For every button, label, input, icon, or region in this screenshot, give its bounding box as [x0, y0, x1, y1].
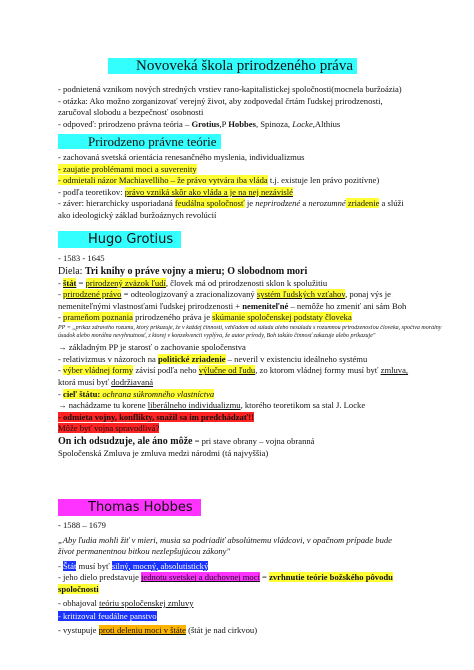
line — [58, 584, 450, 596]
grotius-block — [58, 253, 450, 460]
text: → nachádzame tu korene — [58, 400, 148, 411]
text: - — [58, 388, 64, 399]
highlight: spoločnosti — [58, 583, 99, 594]
line — [58, 625, 450, 637]
highlight: zvrhnutie teórie božského pôvodu — [269, 572, 393, 583]
text: a slúži — [379, 198, 404, 209]
highlight: feudálna spoločnosť — [174, 198, 245, 209]
text: = pri stave obrany – vojna obranná — [192, 435, 315, 446]
text: zmluva, — [380, 365, 409, 376]
text: = — [76, 277, 86, 288]
section-title-highlight: Thomas Hobbes — [58, 499, 201, 516]
highlight-magenta: jednotu svetskej a duchovnej moci — [141, 572, 260, 583]
text: - relativizmus v názoroch na — [58, 353, 158, 364]
quote-line: život permanentnou bitkou nezlepšujúcou zákony" — [58, 546, 231, 557]
name-grotius: Grotius — [191, 118, 220, 129]
line — [58, 289, 450, 301]
text: - obhajoval — [58, 597, 100, 608]
quote: PP = „príkaz zdravého rozumu, ktorý prikazuje, že v každej činnosti, vzhľadom od súladu alebo nesúladu s rozumnou prirodzenosťou človeka, spočíva morálny úsudok alebo morálna nevyhnutnosť, z ktorej v konzekvencii vyplýva, že autor prírody, Boh takúto činnosť zakazuje alebo prikazuje" — [58, 324, 442, 339]
text: , človek má od prirodzenosti sklon k spolužitiu — [165, 277, 328, 288]
section-title-hobbes — [58, 498, 201, 516]
text: – neveril v existenciu ideálneho systému — [225, 353, 368, 364]
highlight: prirodzené právo — [63, 289, 122, 300]
highlight: - zaujatie problémami moci a suverenity — [58, 163, 197, 174]
line — [58, 412, 450, 424]
highlight: - odmietali názor Machiavelliho – že právo vytvára iba vláda — [58, 175, 268, 186]
line — [58, 198, 450, 210]
intro-text: ,Althius — [312, 118, 341, 129]
line — [58, 400, 450, 412]
line — [58, 611, 450, 623]
text: závisí podľa neho — [133, 365, 199, 376]
text: = odteologizovaný a zracionalizovaný — [121, 289, 257, 300]
text: neprirodzené — [255, 198, 301, 209]
highlight: výlučne od ľudu — [198, 365, 256, 376]
line — [58, 265, 450, 278]
highlight: systém ľudských vzťahov — [256, 289, 346, 300]
highlight: politické zriadenie — [157, 353, 226, 364]
intro-line: - otázka: Ako možno zorganizovať verejný život, aby zodpovedal črtám ľudskej prirodzenosti, — [58, 95, 383, 106]
text: , ponaj výs je — [345, 289, 391, 300]
text: ktorá musí byť — [58, 376, 112, 387]
name-locke: Locke — [292, 118, 313, 129]
quote-line: „Aby ľudia mohli žiť v mieri, musia sa podriadiť absolútnemu vládcovi, v opačnom prípade bude — [58, 534, 392, 545]
section-title-highlight: Hugo Grotius — [58, 231, 181, 248]
line — [58, 423, 450, 435]
text: = — [259, 572, 270, 583]
text: dodržiavaná — [111, 376, 154, 387]
intro-text: - odpoveď: prirodzeno právna teória – — [58, 118, 190, 129]
theories-block — [58, 152, 450, 222]
text: - vystupuje — [58, 624, 99, 635]
text: liberálneho individualizmu — [147, 400, 241, 411]
line — [58, 389, 450, 401]
highlight: prameňom poznania — [63, 312, 133, 323]
line — [58, 572, 450, 584]
text: je — [244, 198, 256, 209]
section-title-grotius — [58, 230, 181, 248]
highlight-blue: - kritizoval feudálne panstvo — [58, 611, 157, 622]
intro-line: zaručoval slobodu a bezpečnosť osobnosti — [58, 107, 204, 118]
highlight: výber vládnej formy — [63, 365, 134, 376]
section-title-highlight: Prirodzeno právne teórie — [58, 134, 221, 149]
highlight: zriadenie — [345, 198, 380, 209]
line: → základným PP je starosť o zachovanie spoločenstva — [58, 342, 246, 353]
line — [58, 354, 450, 366]
highlight: skúmanie spoločenskej podstaty človeka — [212, 312, 352, 323]
works-title: Tri knihy o práve vojny a mieru; O slobodnom mori — [84, 265, 308, 277]
text: , ktorého teoretikom sa stal J. Locke — [240, 400, 366, 411]
line — [58, 598, 450, 610]
name-hobbes: Hobbes — [228, 118, 256, 129]
highlight-red: - odmieta vojny, konflikty, snažil sa im predchádzať!! — [58, 411, 255, 422]
line — [58, 312, 450, 324]
text: - jeho dielo predstavuje — [58, 572, 142, 583]
text: - — [58, 312, 64, 323]
highlight: ochrana súkromného vlastníctva — [100, 388, 215, 399]
line — [58, 377, 450, 389]
line — [58, 365, 450, 377]
section-title-theories — [58, 133, 221, 150]
line — [58, 278, 450, 290]
intro-line: - podnietená vznikom nových stredných vrstiev rano-kapitalistickej spoločnosti(mocnela buržoázia) — [58, 84, 402, 94]
line — [58, 164, 450, 176]
line: Spoločenská Zmluva je zmluva medzi národmi (tá najvyššia) — [58, 447, 269, 458]
text: - podľa teoretikov: — [58, 186, 125, 197]
intro-line — [58, 119, 450, 131]
text: - záver: hierarchicky usporiadaná — [58, 198, 175, 209]
line — [58, 561, 450, 573]
line: - 1583 - 1645 — [58, 253, 105, 263]
page-title-highlight: Novoveká škola prirodzeného práva — [108, 58, 357, 74]
text: - — [58, 277, 64, 288]
line: - 1588 – 1679 — [58, 520, 106, 530]
text: (štát je nad cirkvou) — [185, 624, 258, 635]
hobbes-block — [58, 520, 450, 636]
highlight-blue: Štát — [63, 560, 77, 571]
text: nemeniteľné — [242, 300, 289, 311]
highlight-blue: silný, mocný, absolutistický — [111, 560, 209, 571]
intro-block — [58, 84, 450, 130]
line — [58, 435, 450, 448]
page-title — [108, 58, 357, 75]
line: ako ideologický základ buržoáznych revolúcií — [58, 209, 217, 220]
highlight: štát — [63, 277, 77, 288]
highlight: prirodzený zväzok ľudí — [85, 277, 166, 288]
text: – nemôže ho zmeniť ani sám Boh — [288, 300, 407, 311]
text: - — [58, 560, 64, 571]
text: prirodzeného práva je — [132, 312, 213, 323]
text: teóriu spoločenskej zmluvy — [99, 597, 194, 608]
text: nerozumné — [308, 198, 346, 209]
line: - zachovaná svetská orientácia renesančného myslenia, individualizmus — [58, 152, 305, 162]
text: On ich odsudzuje, ale áno môže — [58, 435, 193, 447]
text: - — [58, 365, 64, 376]
text: nemeniteľnými vlastnosťami ľudskej prirodzenosti + — [58, 300, 243, 311]
line — [58, 301, 450, 313]
line — [58, 175, 450, 187]
text: musí byť — [76, 560, 112, 571]
intro-text: , Spinoza, — [255, 118, 293, 129]
line — [58, 187, 450, 199]
text: t.j. existuje len právo pozitívne) — [267, 175, 380, 186]
text: Diela: — [58, 265, 85, 277]
highlight-red: Môže byť vojna spravodlivá? — [58, 423, 160, 434]
intro-text: ,P — [219, 118, 229, 129]
highlight: cieľ štátu: — [63, 388, 101, 399]
text: a — [300, 198, 309, 209]
highlight: právo vzniká skôr ako vláda a je na nej nezávislé — [124, 186, 293, 197]
text: - — [58, 289, 64, 300]
highlight-orange: proti deleniu moci v štáte — [98, 624, 186, 635]
text: , zo ktorom vládnej formy musí byť — [255, 365, 381, 376]
